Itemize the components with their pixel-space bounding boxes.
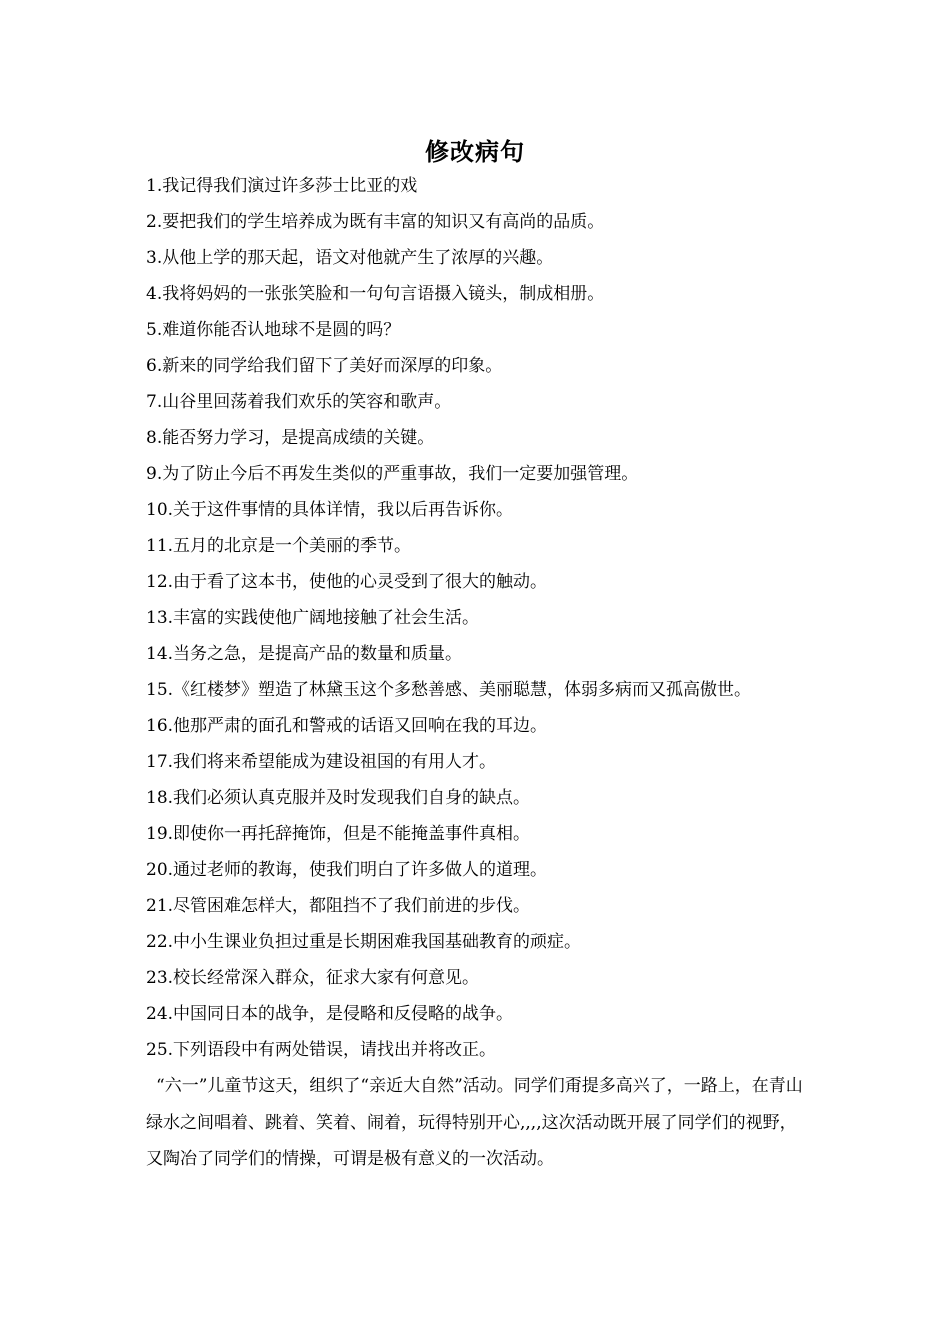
sentence-item: 19.即使你一再托辞掩饰，但是不能掩盖事件真相。: [146, 824, 531, 844]
sentence-item: 2.要把我们的学生培养成为既有丰富的知识又有高尚的品质。: [146, 212, 605, 232]
sentence-item: 14.当务之急，是提高产品的数量和质量。: [146, 644, 463, 664]
passage-paragraph: “六一”儿童节这天，组织了“亲近大自然”活动。同学们甭提多高兴了，一路上，在青山绿水之间唱着、跳着、笑着、闹着，玩得特别开心,,,,这次活动既开展了同学们的视野，又陶冶了同学们的情操，可谓是极有意义的一次活动。: [146, 1076, 803, 1169]
sentence-item: 15.《红楼梦》塑造了林黛玉这个多愁善感、美丽聪慧，体弱多病而又孤高傲世。: [146, 680, 752, 700]
sentence-item: 23.校长经常深入群众，征求大家有何意见。: [146, 968, 480, 988]
sentence-item: 12.由于看了这本书，使他的心灵受到了很大的触动。: [146, 572, 548, 592]
sentence-item: 18.我们必须认真克服并及时发现我们自身的缺点。: [146, 788, 531, 808]
document-title: 修改病句: [425, 138, 525, 166]
sentence-item: 11.五月的北京是一个美丽的季节。: [146, 536, 412, 556]
document-body: [146, 168, 806, 1178]
sentence-item: 8.能否努力学习，是提高成绩的关键。: [146, 428, 435, 448]
sentence-item: 7.山谷里回荡着我们欢乐的笑容和歌声。: [146, 392, 452, 412]
sentence-item: 9.为了防止今后不再发生类似的严重事故，我们一定要加强管理。: [146, 464, 639, 484]
sentence-item: 13.丰富的实践使他广阔地接触了社会生活。: [146, 608, 480, 628]
sentence-item: 6.新来的同学给我们留下了美好而深厚的印象。: [146, 356, 503, 376]
sentence-item: 10.关于这件事情的具体详情，我以后再告诉你。: [146, 500, 514, 520]
sentence-item: 22.中小生课业负担过重是长期困难我国基础教育的顽症。: [146, 932, 582, 952]
sentence-item: 16.他那严肃的面孔和警戒的话语又回响在我的耳边。: [146, 716, 548, 736]
sentence-item: 1.我记得我们演过许多莎士比亚的戏: [146, 176, 418, 196]
sentence-item: 24.中国同日本的战争，是侵略和反侵略的战争。: [146, 1004, 514, 1024]
sentence-item: 4.我将妈妈的一张张笑脸和一句句言语摄入镜头，制成相册。: [146, 284, 605, 304]
sentence-item: 21.尽管困难怎样大，都阻挡不了我们前进的步伐。: [146, 896, 531, 916]
sentence-item: 20.通过老师的教诲，使我们明白了许多做人的道理。: [146, 860, 548, 880]
sentence-item: 3.从他上学的那天起，语文对他就产生了浓厚的兴趣。: [146, 248, 554, 268]
sentence-item: 5.难道你能否认地球不是圆的吗？: [146, 320, 401, 340]
sentence-item: 17.我们将来希望能成为建设祖国的有用人才。: [146, 752, 497, 772]
sentence-item: 25.下列语段中有两处错误，请找出并将改正。: [146, 1040, 497, 1060]
